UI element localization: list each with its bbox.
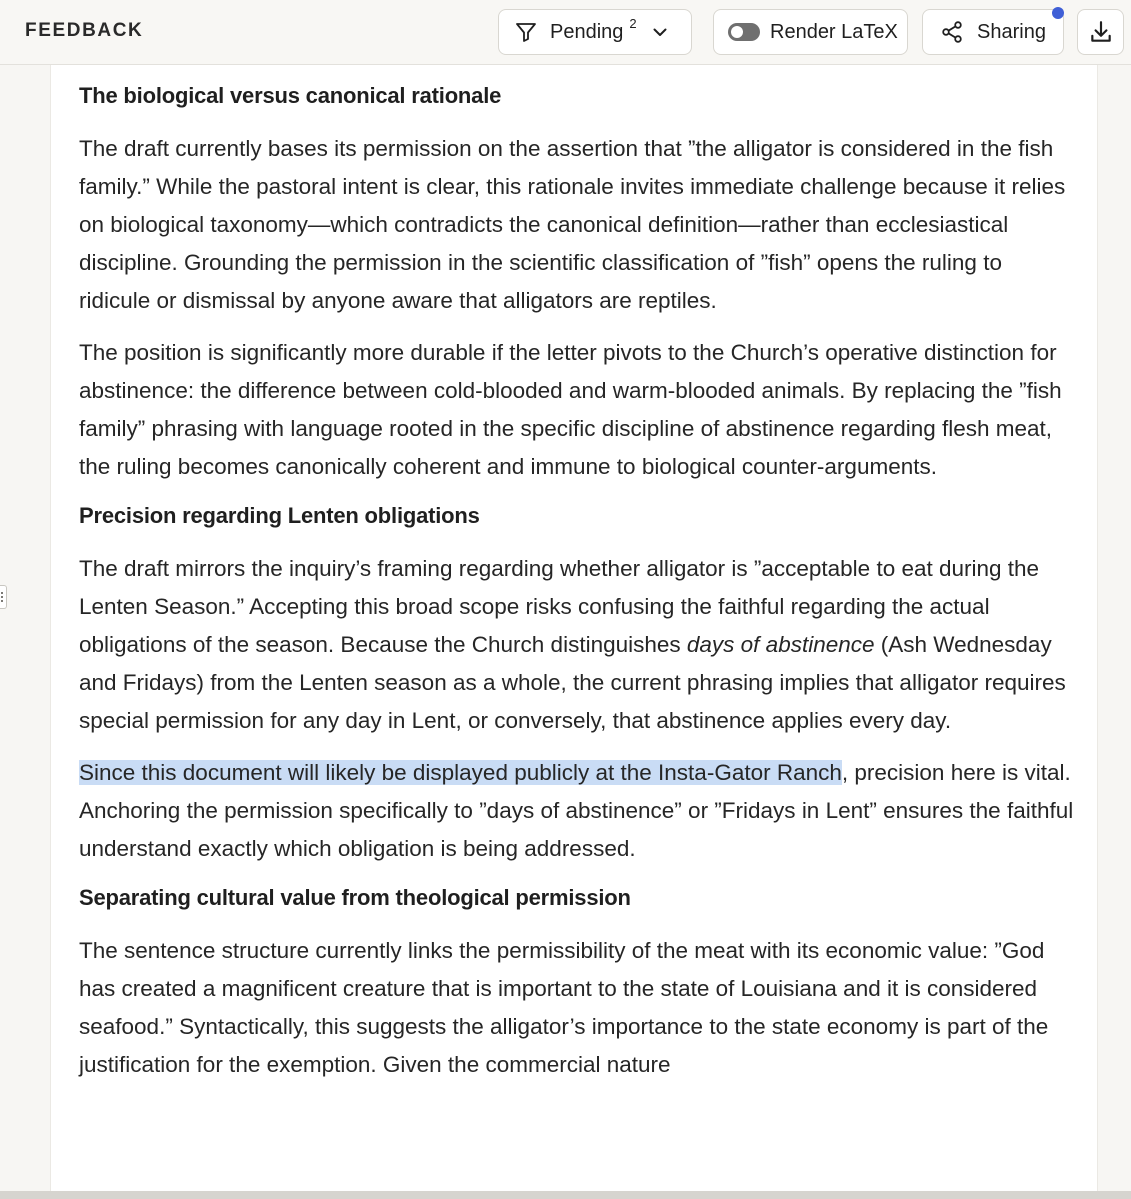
top-toolbar <box>0 0 1131 65</box>
filter-label: Pending <box>550 20 624 43</box>
sharing-notification-dot <box>1052 7 1064 19</box>
horizontal-scrollbar[interactable] <box>0 1191 1131 1199</box>
paragraph <box>79 754 1079 868</box>
download-button[interactable] <box>1077 9 1124 55</box>
side-panel-resize-handle[interactable] <box>0 585 7 609</box>
section-heading: Precision regarding Lenten obligations <box>79 503 480 528</box>
sharing-button[interactable] <box>922 9 1064 55</box>
sharing-label: Sharing <box>977 20 1046 43</box>
render-latex-label: Render LaTeX <box>770 20 898 43</box>
left-gutter <box>0 65 50 1199</box>
document-panel <box>50 65 1098 1199</box>
toggle-switch-icon[interactable] <box>728 23 760 41</box>
filter-icon <box>514 20 538 44</box>
chevron-down-icon <box>651 23 669 41</box>
section-heading: The biological versus canonical rationale <box>79 83 502 108</box>
filter-pending-button[interactable] <box>498 9 692 55</box>
render-latex-toggle[interactable] <box>713 9 908 55</box>
app-title: FEEDBACK <box>25 20 144 41</box>
feedback-content <box>79 79 1079 1084</box>
share-icon <box>940 20 964 44</box>
paragraph: The position is significantly more durable if the letter pivots to the Church’s operative distinction for abstinence: the difference between cold-blooded and warm-blooded animals. By replacing the ”fish family” phrasing with language rooted in the specific discipline of abstinence regarding flesh meat, the ruling becomes canonically coherent and immune to biological counter-arguments. <box>79 340 1062 479</box>
text-run: (Ash Wednesday and Fridays) from the Lenten season as a whole, the current phrasing implies that alligator requires special permission for any day in Lent, or conversely, that abstinence applies every day. <box>79 632 1066 733</box>
paragraph <box>79 550 1079 740</box>
filter-count-badge: 2 <box>629 15 637 31</box>
highlighted-selection[interactable]: Since this document will likely be displayed publicly at the Insta-Gator Ranch <box>79 760 842 785</box>
paragraph: The sentence structure currently links the permissibility of the meat with its economic value: ”God has created a magnificent creature that is important to the state of Louisiana and it is considered seafood.” Syntactically, this suggests the alligator’s importance to the state economy is part of the justification for the exemption. Given the commercial nature <box>79 938 1049 1077</box>
section-heading: Separating cultural value from theological permission <box>79 885 631 910</box>
download-icon <box>1088 19 1114 45</box>
paragraph: The draft currently bases its permission on the assertion that ”the alligator is considered in the fish family.” While the pastoral intent is clear, this rationale invites immediate challenge because it relies on biological taxonomy—which contradicts the canonical definition—rather than ecclesiastical discipline. Grounding the permission in the scientific classification of ”fish” opens the ruling to ridicule or dismissal by anyone aware that alligators are reptiles. <box>79 136 1066 313</box>
text-run: , precision here is vital. Anchoring the permission specifically to ”days of abstinence” or ”Fridays in Lent” ensures the faithful understand exactly which obligation is being addressed. <box>79 760 1074 861</box>
emphasis-text: days of abstinence <box>686 632 875 657</box>
text-run: The draft mirrors the inquiry’s framing regarding whether alligator is ”acceptable to eat during the Lenten Season.” Accepting this broad scope risks confusing the faithful regarding the actual obligations of the season. Because the Church distinguishes <box>79 556 1040 657</box>
